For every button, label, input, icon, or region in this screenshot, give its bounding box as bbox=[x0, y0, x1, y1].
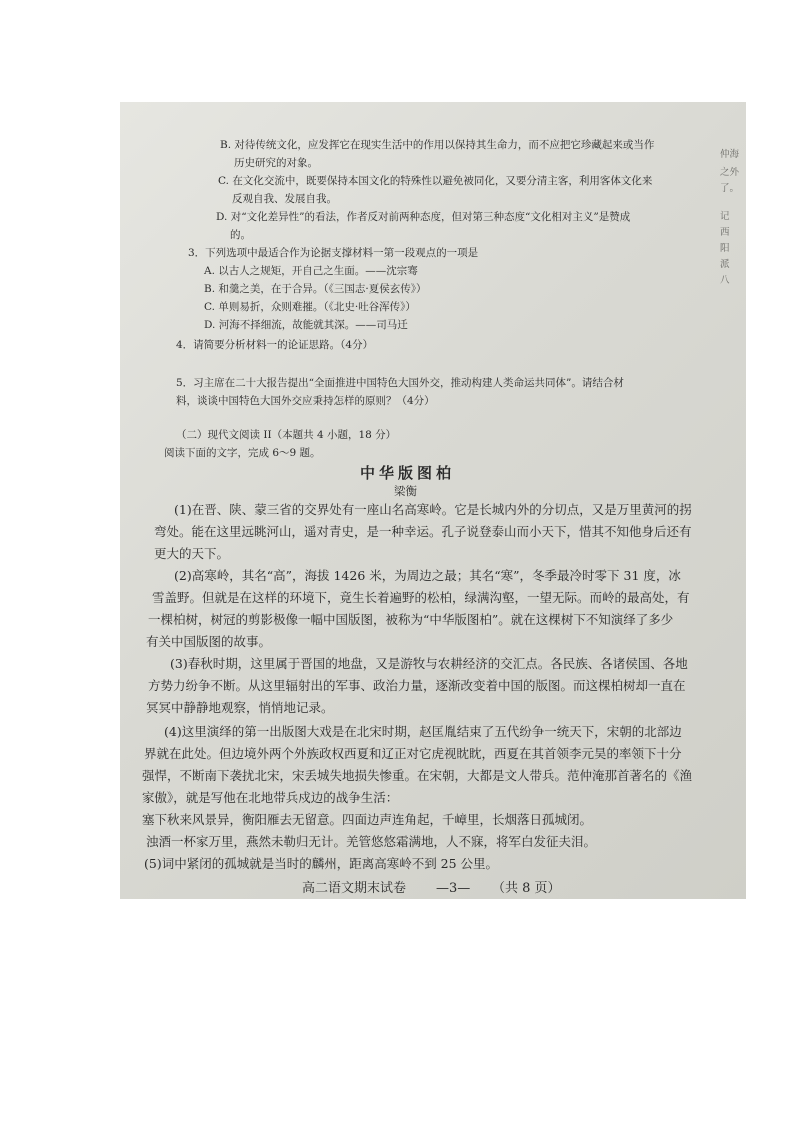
fragment: 了。 bbox=[720, 183, 740, 194]
q5-line1: 5．习主席在二十大报告提出“全面推进中国特色大国外交，推动构建人类命运共同体”。请结合材 bbox=[176, 377, 624, 389]
article-author: 梁衡 bbox=[394, 484, 417, 498]
fragment: 派 bbox=[720, 259, 730, 270]
footer-page-total: （共 8 页） bbox=[492, 881, 561, 896]
paragraph-line: 一棵柏树，树冠的剪影极像一幅中国版图，被称为“中华版图柏”。就在这棵树下不知演绎了多少 bbox=[148, 612, 674, 627]
paragraph-line: 有关中国版图的故事。 bbox=[146, 634, 272, 649]
q3-option-b: B. 和羹之美，在于合异。（《三国志·夏侯玄传》） bbox=[204, 283, 427, 295]
fragment: 西 bbox=[720, 227, 730, 238]
q5-line2: 料，谈谈中国特色大国外交应秉持怎样的原则？（4分） bbox=[176, 395, 435, 407]
fragment: 阳 bbox=[720, 243, 730, 254]
paragraph-line: (1)在晋、陕、蒙三省的交界处有一座山名高寒岭。它是长城内外的分切点，又是万里黄河的拐 bbox=[174, 502, 692, 517]
paragraph-line: 弯处。能在这里远眺河山，遥对青史，是一种幸运。孔子说登泰山而小天下，惜其不知他身后还有 bbox=[154, 524, 692, 539]
section-instruction: 阅读下面的文字，完成 6～9 题。 bbox=[164, 447, 321, 459]
q2-option-d-cont: 的。 bbox=[230, 229, 251, 241]
fragment: 仲海 bbox=[720, 149, 740, 160]
poem-line: 浊酒一杯家万里，燕然未勒归无计。羌管悠悠霜满地，人不寐，将军白发征夫泪。 bbox=[146, 834, 597, 849]
q3-option-c: C. 单则易折，众则难摧。（《北史·吐谷浑传》） bbox=[204, 301, 416, 313]
q3-option-a: A. 以古人之规矩，开自己之生面。——沈宗骞 bbox=[204, 265, 418, 277]
paragraph-line: 家傲》，就是写他在北地带兵戍边的战争生活： bbox=[142, 790, 399, 805]
q3-option-d: D. 河海不择细流，故能就其深。——司马迁 bbox=[204, 319, 408, 331]
paragraph-line: 冥冥中静静地观察，悄悄地记录。 bbox=[146, 700, 334, 715]
article-title: 中华版图柏 bbox=[360, 464, 456, 482]
section-heading: （二）现代文阅读 II（本题共 4 小题，18 分） bbox=[176, 429, 397, 441]
q3-stem: 3．下列选项中最适合作为论据支撑材料一第一段观点的一项是 bbox=[188, 247, 479, 259]
footer-exam-name: 高二语文期末试卷 bbox=[302, 881, 407, 896]
paragraph-line: (4)这里演绎的第一出版图大戏是在北宋时期，赵匡胤结束了五代纷争一统天下，宋朝的北部边 bbox=[164, 724, 682, 739]
fragment: 之外 bbox=[720, 167, 740, 178]
paragraph-line: 强悍，不断南下袭扰北宋，宋丢城失地损失惨重。在宋朝，大都是文人带兵。范仲淹那首著名的《渔 bbox=[142, 768, 693, 783]
footer-page-number: —3— bbox=[436, 881, 471, 896]
scanned-exam-page bbox=[120, 102, 746, 899]
q2-option-d: D. 对“文化差异性”的看法，作者反对前两种态度，但对第三种态度“文化相对主义”是赞成 bbox=[216, 211, 631, 223]
fragment: 记 bbox=[720, 211, 730, 222]
poem-line: 塞下秋来风景异，衡阳雁去无留意。四面边声连角起，千嶂里，长烟落日孤城闭。 bbox=[142, 812, 593, 827]
paragraph-line: 界就在此处。但边境外两个外族政权西夏和辽正对它虎视眈眈，西夏在其首领李元昊的率领下十分 bbox=[144, 746, 682, 761]
q4: 4．请简要分析材料一的论证思路。（4分） bbox=[176, 339, 374, 351]
q2-option-c: C. 在文化交流中，既要保持本国文化的特殊性以避免被同化，又要分清主客，利用客体文化来 bbox=[218, 175, 653, 187]
q2-option-c-cont: 反观自我、发展自我。 bbox=[232, 193, 337, 205]
paragraph-line: (2)高寒岭，其名“高”，海拔 1426 米，为周边之最；其名“寒”，冬季最冷时零下 31 度，冰 bbox=[174, 568, 681, 583]
paragraph-line: (5)词中紧闭的孤城就是当时的麟州，距离高寒岭不到 25 公里。 bbox=[144, 856, 499, 871]
paragraph-line: 方势力纷争不断。从这里辐射出的军事、政治力量，逐渐改变着中国的版图。而这棵柏树却一直在 bbox=[148, 678, 686, 693]
paragraph-line: 更大的天下。 bbox=[154, 546, 230, 561]
fragment: 八 bbox=[720, 275, 730, 286]
q2-option-b-cont: 历史研究的对象。 bbox=[234, 157, 318, 169]
q2-option-b: B. 对待传统文化，应发挥它在现实生活中的作用以保持其生命力，而不应把它珍藏起来或当作 bbox=[220, 139, 655, 151]
paragraph-line: (3)春秋时期，这里属于晋国的地盘，又是游牧与农耕经济的交汇点。各民族、各诸侯国、各地 bbox=[170, 656, 688, 671]
paragraph-line: 雪盖野。但就是在这样的环境下，竟生长着遍野的松柏，绿满沟壑，一望无际。而岭的最高处，有 bbox=[152, 590, 690, 605]
